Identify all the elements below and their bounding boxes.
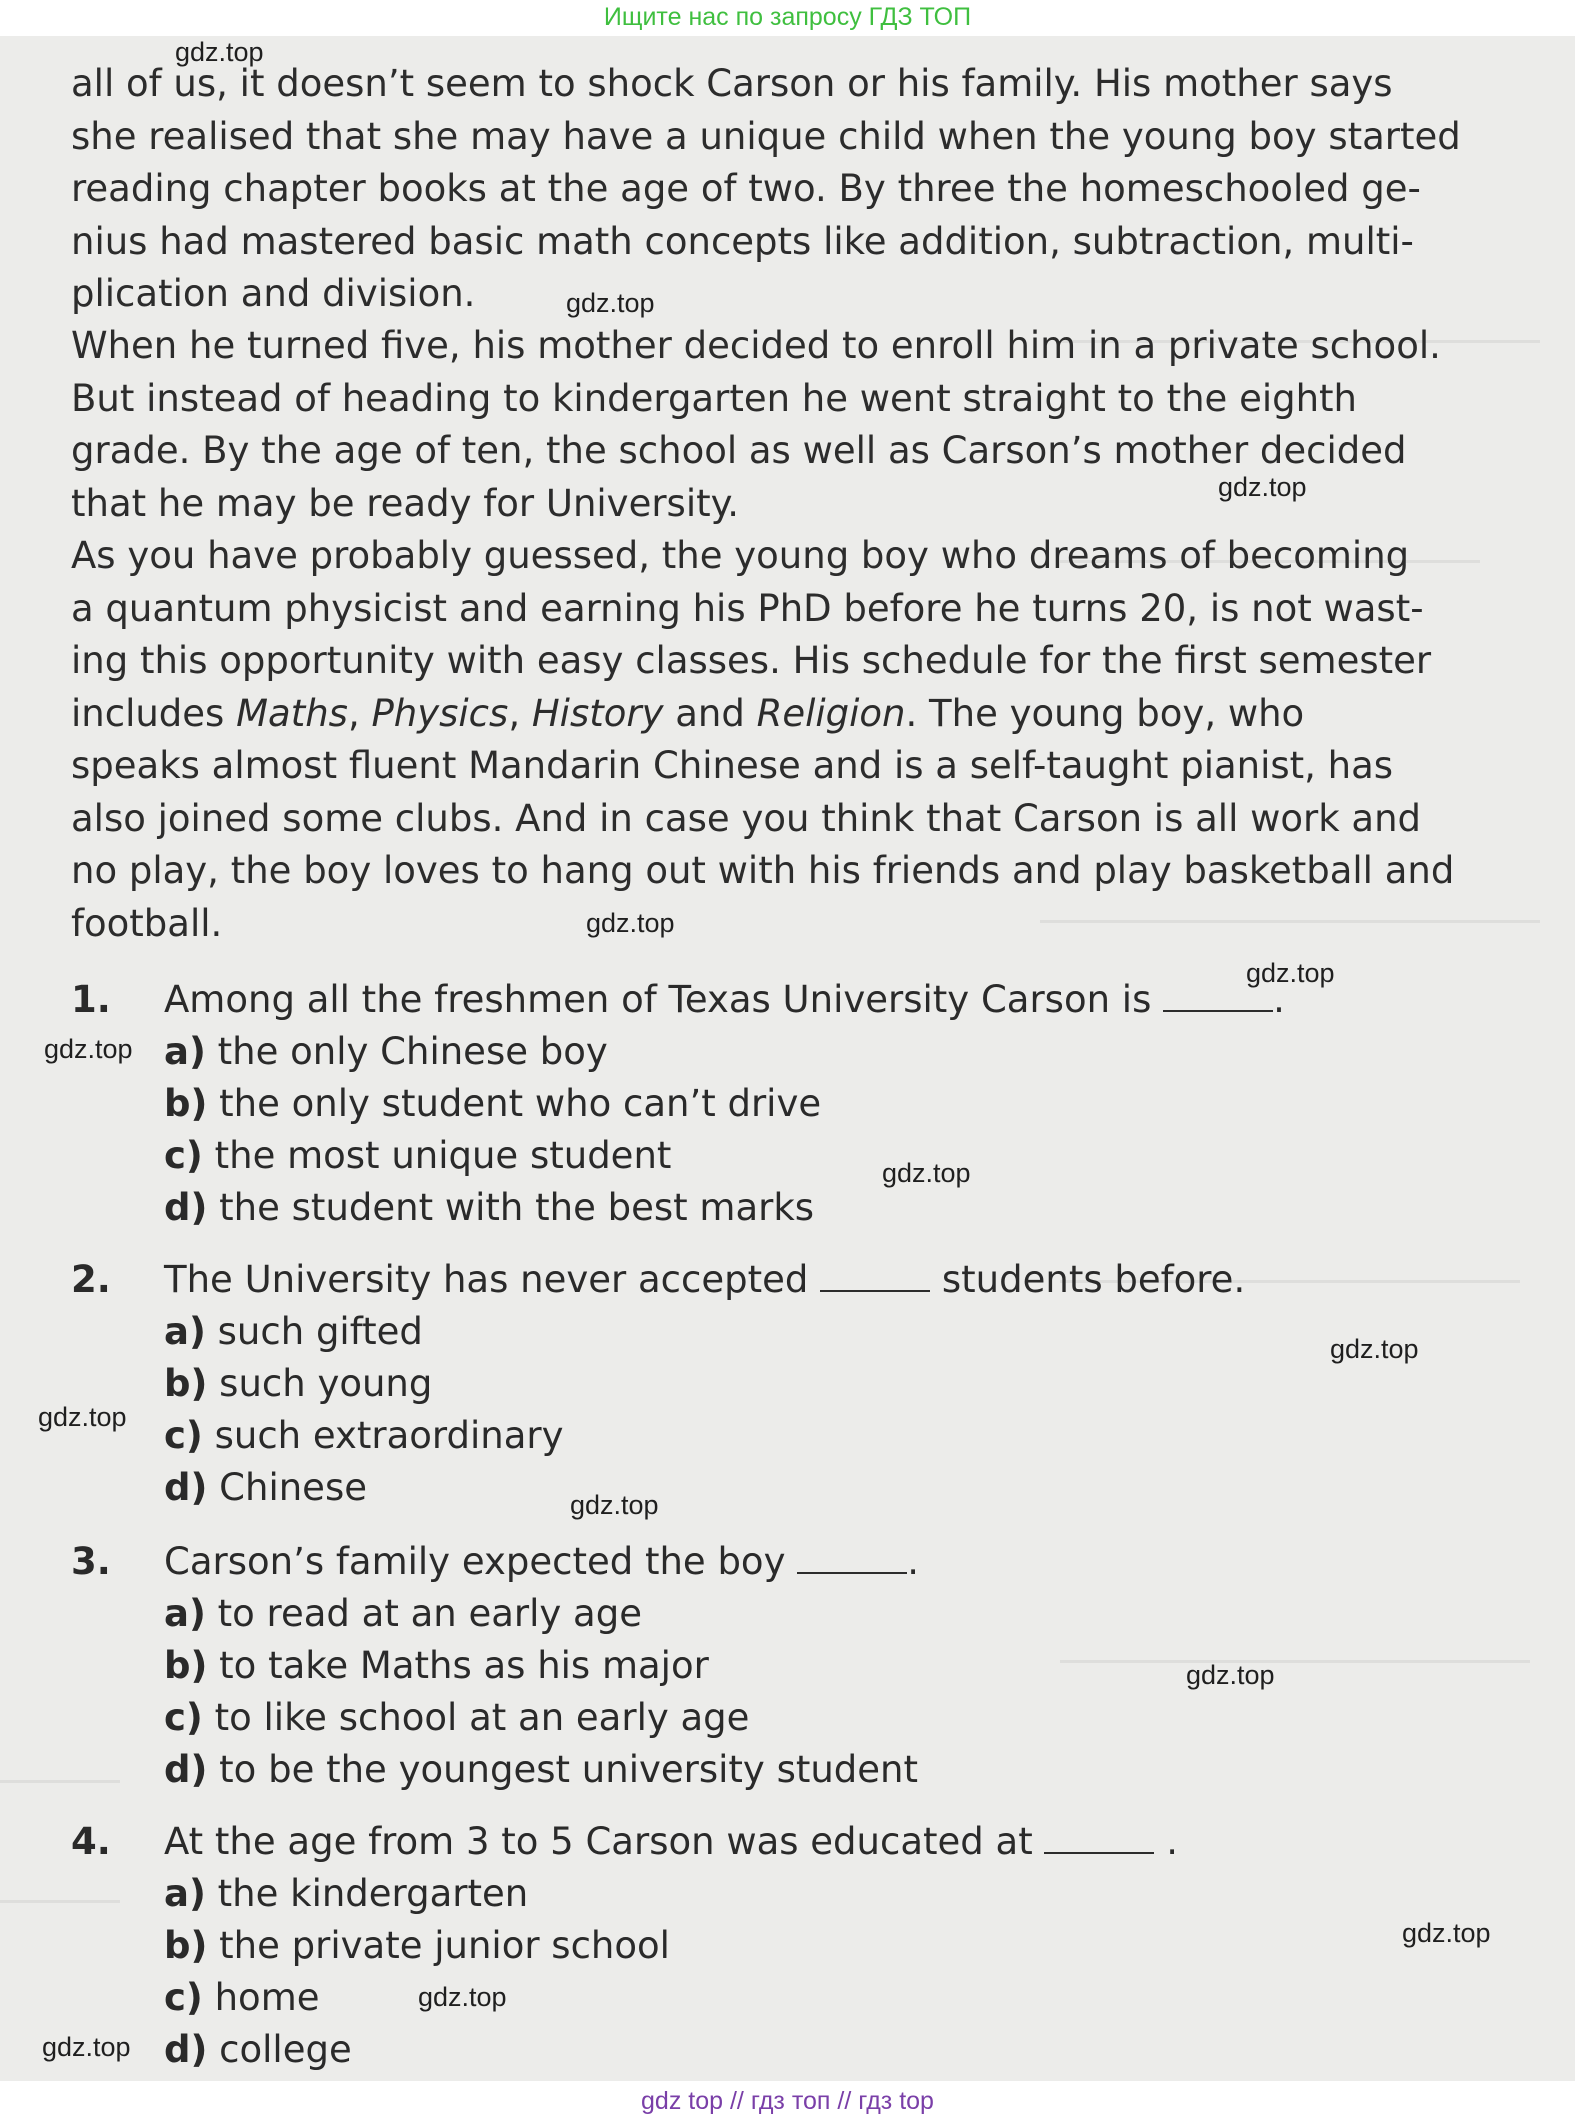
text-fragment: , xyxy=(347,691,372,735)
option-d[interactable] xyxy=(71,2024,1551,2076)
option-letter: d) xyxy=(164,2028,208,2071)
option-b[interactable] xyxy=(71,1640,1551,1692)
text-fragment: , xyxy=(508,691,532,735)
option-text: the only Chinese boy xyxy=(217,1030,608,1073)
text-line: a quantum physicist and earning his PhD before he turns 20, is not wast- xyxy=(71,586,1424,630)
option-letter: b) xyxy=(164,1644,208,1687)
watermark: gdz.top xyxy=(175,37,264,67)
question-number: 4. xyxy=(71,1820,111,1863)
option-c[interactable] xyxy=(71,1130,1551,1182)
watermark: gdz.top xyxy=(1186,1660,1275,1690)
answer-blank[interactable] xyxy=(1044,1822,1154,1854)
text-line: that he may be ready for University. xyxy=(71,481,740,525)
stem-text-end: . xyxy=(1166,1820,1179,1863)
passage-paragraph-3 xyxy=(71,530,1536,950)
option-b[interactable] xyxy=(71,1078,1551,1130)
subject-religion: Religion xyxy=(756,691,906,735)
watermark: gdz.top xyxy=(418,1982,507,2012)
watermark: gdz.top xyxy=(882,1158,971,1188)
question-3 xyxy=(71,1536,1551,1796)
option-letter: a) xyxy=(164,1030,206,1073)
passage-paragraph-1 xyxy=(71,58,1536,321)
subject-history: History xyxy=(531,691,664,735)
option-a[interactable] xyxy=(71,1306,1551,1358)
watermark: gdz.top xyxy=(1330,1334,1419,1364)
option-b[interactable] xyxy=(71,1920,1551,1972)
watermark: gdz.top xyxy=(44,1034,133,1064)
option-letter: d) xyxy=(164,1466,208,1509)
option-text: home xyxy=(214,1976,320,2019)
text-fragment: includes xyxy=(71,691,237,735)
watermark: gdz.top xyxy=(570,1490,659,1520)
text-line: she realised that she may have a unique child when the young boy started xyxy=(71,114,1461,158)
option-text: such gifted xyxy=(217,1310,423,1353)
subject-maths: Maths xyxy=(236,691,348,735)
option-a[interactable] xyxy=(71,1588,1551,1640)
stem-text-end: students before. xyxy=(941,1258,1246,1301)
text-line: But instead of heading to kindergarten he went straight to the eighth xyxy=(71,376,1358,420)
question-4 xyxy=(71,1816,1551,2076)
question-1 xyxy=(71,974,1551,1234)
option-c[interactable] xyxy=(71,1410,1551,1462)
top-banner[interactable]: Ищите нас по запросу ГДЗ ТОП xyxy=(0,0,1575,36)
watermark: gdz.top xyxy=(1218,472,1307,502)
stem-text: At the age from 3 to 5 Carson was educated at xyxy=(164,1820,1033,1863)
option-text: Chinese xyxy=(219,1466,367,1509)
option-d[interactable] xyxy=(71,1462,1551,1514)
option-c[interactable] xyxy=(71,1972,1551,2024)
option-c[interactable] xyxy=(71,1692,1551,1744)
watermark: gdz.top xyxy=(586,908,675,938)
option-letter: c) xyxy=(164,1414,203,1457)
answer-blank[interactable] xyxy=(797,1542,907,1574)
text-line: nius had mastered basic math concepts like addition, subtraction, multi- xyxy=(71,219,1414,263)
passage-paragraph-2 xyxy=(71,320,1536,530)
question-stem xyxy=(71,1816,1551,1868)
watermark: gdz.top xyxy=(1402,1918,1491,1948)
option-letter: a) xyxy=(164,1310,206,1353)
watermark: gdz.top xyxy=(1246,958,1335,988)
option-text: to read at an early age xyxy=(217,1592,642,1635)
stem-text: Carson’s family expected the boy xyxy=(164,1540,786,1583)
stem-text: Among all the freshmen of Texas University Carson is xyxy=(164,978,1152,1021)
text-line xyxy=(71,688,1536,741)
option-letter: c) xyxy=(164,1696,203,1739)
subject-physics: Physics xyxy=(371,691,509,735)
text-fragment: . The young boy, who xyxy=(905,691,1305,735)
text-line: also joined some clubs. And in case you think that Carson is all work and xyxy=(71,796,1422,840)
option-a[interactable] xyxy=(71,1868,1551,1920)
option-letter: c) xyxy=(164,1976,203,2019)
stem-text-end: . xyxy=(907,1540,919,1583)
question-stem xyxy=(71,1254,1551,1306)
option-text: to take Maths as his major xyxy=(219,1644,709,1687)
option-letter: d) xyxy=(164,1186,208,1229)
text-line: football. xyxy=(71,901,223,945)
option-letter: a) xyxy=(164,1592,206,1635)
answer-blank[interactable] xyxy=(820,1260,930,1292)
option-text: such young xyxy=(219,1362,433,1405)
option-text: the private junior school xyxy=(219,1924,670,1967)
text-line: As you have probably guessed, the young boy who dreams of becoming xyxy=(71,534,1410,577)
option-b[interactable] xyxy=(71,1358,1551,1410)
option-letter: d) xyxy=(164,1748,208,1791)
text-line: speaks almost fluent Mandarin Chinese and is a self-taught pianist, has xyxy=(71,744,1394,787)
option-letter: a) xyxy=(164,1872,206,1915)
stem-text: The University has never accepted xyxy=(164,1258,809,1301)
option-text: college xyxy=(219,2028,352,2071)
text-line: no play, the boy loves to hang out with his friends and play basketball and xyxy=(71,849,1455,892)
text-fragment: and xyxy=(663,691,757,735)
option-d[interactable] xyxy=(71,1744,1551,1796)
question-stem xyxy=(71,1536,1551,1588)
option-text: the most unique student xyxy=(214,1134,672,1177)
text-line: grade. By the age of ten, the school as well as Carson’s mother decided xyxy=(71,429,1407,472)
option-letter: c) xyxy=(164,1134,203,1177)
watermark: gdz.top xyxy=(38,1402,127,1432)
option-text: to like school at an early age xyxy=(214,1696,750,1739)
bottom-banner[interactable]: gdz top // гдз топ // гдз top xyxy=(0,2081,1575,2121)
stem-text-end: . xyxy=(1273,978,1285,1021)
text-line: ing this opportunity with easy classes. His schedule for the first semester xyxy=(71,639,1432,682)
option-text: such extraordinary xyxy=(214,1414,564,1457)
option-text: the kindergarten xyxy=(217,1872,529,1915)
watermark: gdz.top xyxy=(566,288,655,318)
option-a[interactable] xyxy=(71,1026,1551,1078)
option-letter: b) xyxy=(164,1082,208,1125)
option-text: to be the youngest university student xyxy=(219,1748,919,1791)
text-line: When he turned five, his mother decided to enroll him in a private school. xyxy=(71,324,1441,367)
text-line: all of us, it doesn’t seem to shock Carson or his family. His mother says xyxy=(71,62,1393,105)
option-letter: b) xyxy=(164,1362,208,1405)
text-line: plication and division. xyxy=(71,272,476,315)
text-line: reading chapter books at the age of two. By three the homeschooled ge- xyxy=(71,167,1421,210)
option-letter: b) xyxy=(164,1924,208,1967)
question-number: 2. xyxy=(71,1258,111,1301)
option-d[interactable] xyxy=(71,1182,1551,1234)
option-text: the only student who can’t drive xyxy=(219,1082,822,1125)
question-number: 3. xyxy=(71,1540,111,1583)
question-2 xyxy=(71,1254,1551,1514)
question-number: 1. xyxy=(71,978,111,1021)
option-text: the student with the best marks xyxy=(219,1186,815,1229)
watermark: gdz.top xyxy=(42,2032,131,2062)
